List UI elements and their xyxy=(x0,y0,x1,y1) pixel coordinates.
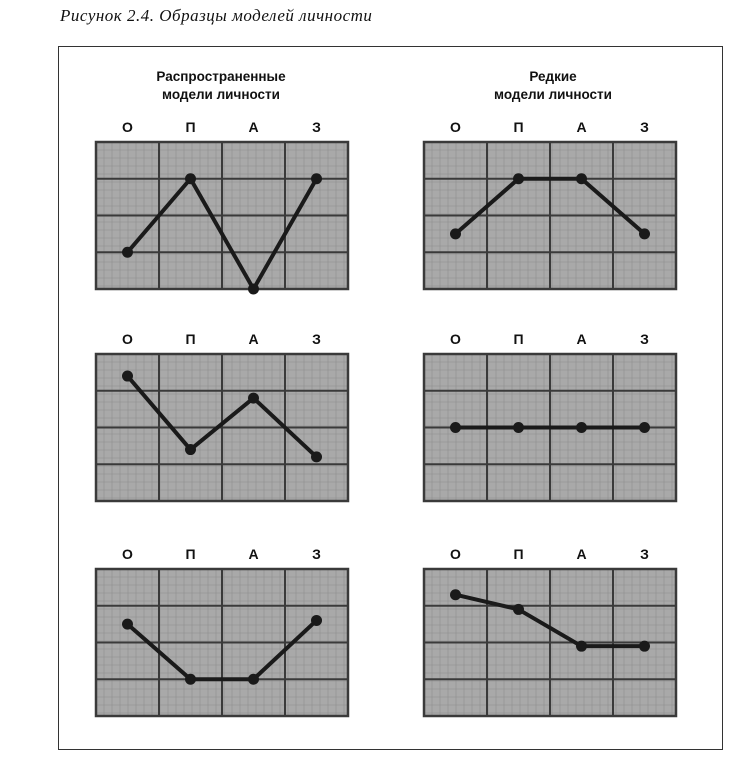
data-point xyxy=(122,619,133,630)
chart-rare-3 xyxy=(424,541,676,716)
category-label: О xyxy=(122,331,133,347)
column-title-line: Распространенные xyxy=(156,69,286,84)
category-label: О xyxy=(122,119,133,135)
data-point xyxy=(311,615,322,626)
column-title-common xyxy=(96,68,346,104)
category-label: П xyxy=(185,331,196,347)
chart-svg xyxy=(96,114,348,289)
data-point xyxy=(185,173,196,184)
category-label: З xyxy=(640,119,649,135)
category-label: П xyxy=(513,546,524,562)
data-point xyxy=(248,284,259,295)
column-title-rare xyxy=(428,68,678,104)
data-point xyxy=(248,674,259,685)
data-point xyxy=(576,173,587,184)
chart-common-3 xyxy=(96,541,348,716)
data-point xyxy=(311,173,322,184)
category-label: З xyxy=(312,331,321,347)
chart-common-1 xyxy=(96,114,348,289)
data-point xyxy=(576,422,587,433)
data-point xyxy=(639,228,650,239)
column-title-line: модели личности xyxy=(162,87,280,102)
chart-svg xyxy=(96,326,348,501)
category-label: А xyxy=(248,119,259,135)
category-label: З xyxy=(312,546,321,562)
data-point xyxy=(450,422,461,433)
category-label: О xyxy=(450,331,461,347)
data-point xyxy=(122,247,133,258)
category-label: А xyxy=(576,331,587,347)
column-title-line: модели личности xyxy=(494,87,612,102)
data-point xyxy=(639,422,650,433)
category-label: А xyxy=(576,546,587,562)
data-point xyxy=(122,371,133,382)
data-point xyxy=(639,641,650,652)
data-point xyxy=(248,393,259,404)
category-label: О xyxy=(450,546,461,562)
chart-svg xyxy=(424,114,676,289)
chart-common-2 xyxy=(96,326,348,501)
chart-rare-2 xyxy=(424,326,676,501)
category-label: З xyxy=(312,119,321,135)
category-label: П xyxy=(513,331,524,347)
chart-svg xyxy=(96,541,348,716)
category-label: О xyxy=(122,546,133,562)
chart-svg xyxy=(424,541,676,716)
data-point xyxy=(513,422,524,433)
data-point xyxy=(185,444,196,455)
category-label: О xyxy=(450,119,461,135)
column-title-line: Редкие xyxy=(529,69,577,84)
data-point xyxy=(576,641,587,652)
figure-caption: Рисунок 2.4. Образцы моделей личности xyxy=(60,6,373,25)
chart-svg xyxy=(424,326,676,501)
data-point xyxy=(450,228,461,239)
data-point xyxy=(513,173,524,184)
data-point xyxy=(513,604,524,615)
category-label: П xyxy=(185,119,196,135)
category-label: А xyxy=(576,119,587,135)
category-label: З xyxy=(640,331,649,347)
category-label: П xyxy=(513,119,524,135)
data-point xyxy=(185,674,196,685)
category-label: А xyxy=(248,546,259,562)
data-point xyxy=(450,589,461,600)
category-label: П xyxy=(185,546,196,562)
chart-rare-1 xyxy=(424,114,676,289)
category-label: З xyxy=(640,546,649,562)
data-point xyxy=(311,451,322,462)
category-label: А xyxy=(248,331,259,347)
